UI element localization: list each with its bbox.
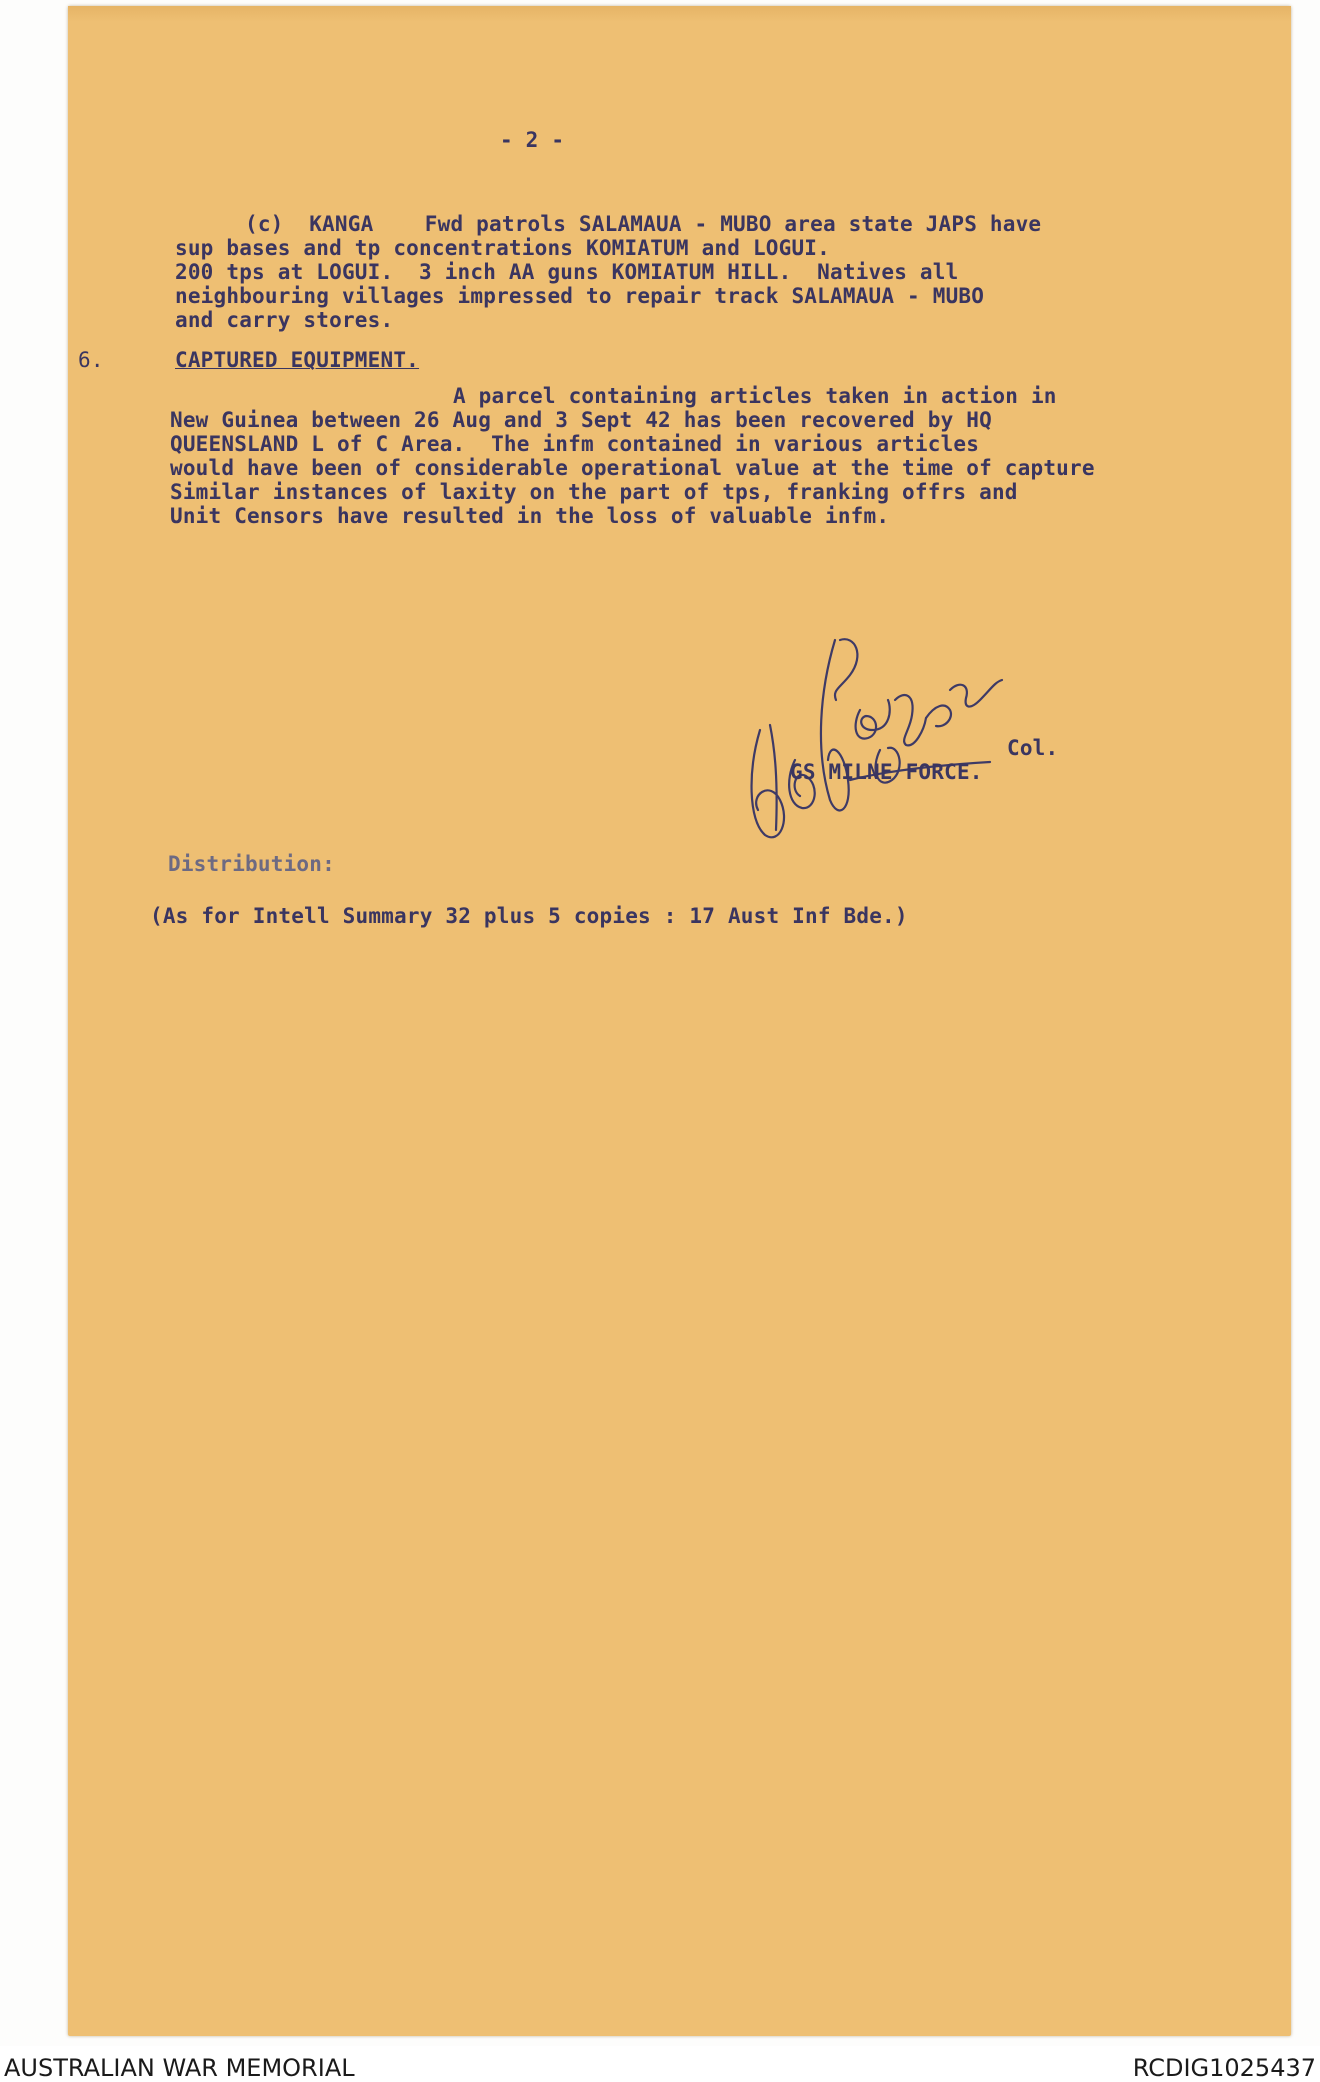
subparagraph-c-line-1: (c) KANGA Fwd patrols SALAMAUA - MUBO area state JAPS have [245,212,1042,236]
subparagraph-c-line-2: sup bases and tp concentrations KOMIATUM and LOGUI. [175,236,830,260]
signatory-unit: GS MILNE FORCE. [790,760,983,784]
archive-footer [0,2046,1320,2082]
section-heading: CAPTURED EQUIPMENT. [175,348,420,372]
archive-record-id: RCDIG1025437 [1132,2054,1316,2082]
section-6-line-6: Unit Censors have resulted in the loss of valuable infm. [170,504,890,528]
section-6-line-4: would have been of considerable operational value at the time of capture [170,456,1095,480]
distribution-text: (As for Intell Summary 32 plus 5 copies : 17 Aust Inf Bde.) [150,904,908,928]
section-6-line-2: New Guinea between 26 Aug and 3 Sept 42 has been recovered by HQ [170,408,992,432]
signatory-rank: Col. [1007,736,1059,760]
section-6-line-5: Similar instances of laxity on the part of tps, franking offrs and [170,480,1018,504]
section-number: 6. [78,348,104,372]
archive-name: AUSTRALIAN WAR MEMORIAL [4,2054,355,2082]
section-6-line-3: QUEENSLAND L of C Area. The infm contained in various articles [170,432,980,456]
section-6-line-1: A parcel containing articles taken in action in [453,384,1057,408]
subparagraph-c-line-3: 200 tps at LOGUI. 3 inch AA guns KOMIATUM HILL. Natives all [175,260,959,284]
subparagraph-c-line-5: and carry stores. [175,308,394,332]
handwritten-signature [740,630,1030,860]
distribution-label: Distribution: [168,852,335,876]
page-top-edge-shadow [68,6,1291,22]
page-number: - 2 - [500,128,565,152]
subparagraph-c-line-4: neighbouring villages impressed to repair track SALAMAUA - MUBO [175,284,985,308]
